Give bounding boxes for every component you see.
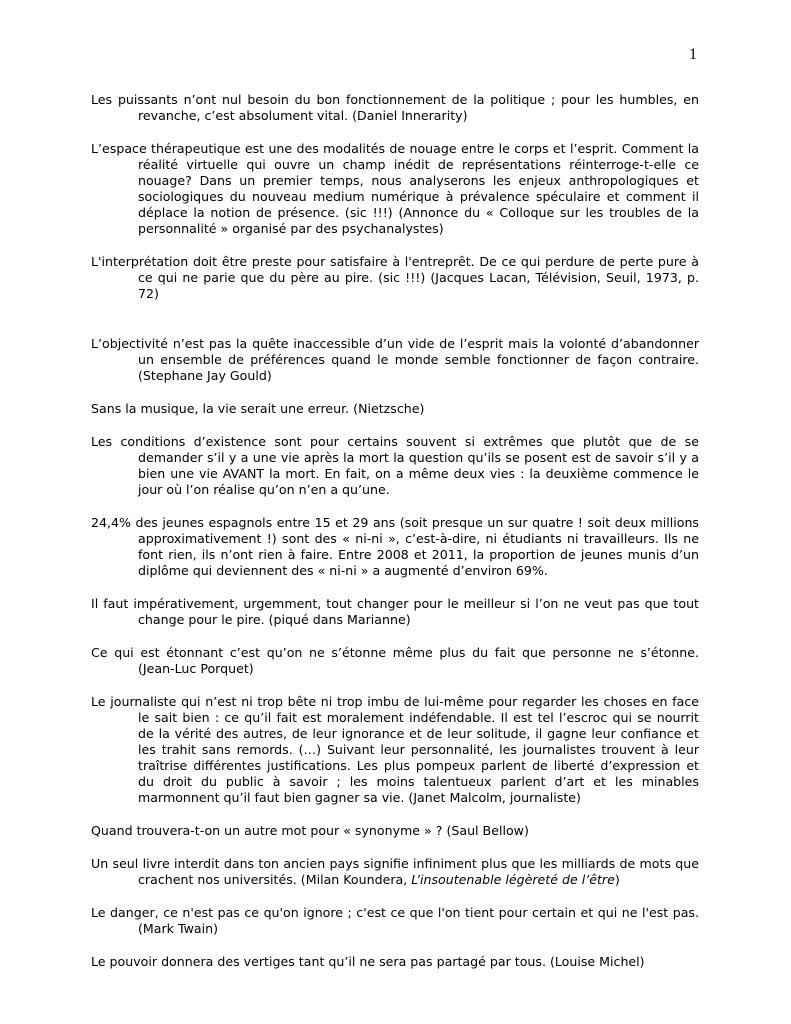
quote-gould: L’objectivité n’est pas la quête inaccessible d’un vide de l’esprit mais la volonté d’abandonner un ensemble de préférences quand le monde semble fonctionner de façon contraire. (Stephane Jay Gould) — [91, 336, 699, 383]
book-title: L’insoutenable légèreté de l’être — [411, 872, 615, 887]
quote-koundera — [91, 856, 699, 888]
quote-malcolm: Le journaliste qui n’est ni trop bête ni trop imbu de lui-même pour regarder les choses en face le sait bien : ce qu’il fait est moralement indéfendable. Il est tel l’escroc qui se nourrit de la vérité des autres, de leur ignorance et de leur solitude, il gagne leur confiance et les trahit sans remords. (…) Suivant leur personnalité, les journalistes trouvent à leur traîtrise différentes justifications. Les plus pompeux parlent de liberté d’expression et du droit du public à savoir ; les moins talentueux parlent d’art et les minables marmonnent qu’il faut bien gagner sa vie. (Janet Malcolm, journaliste) — [91, 694, 699, 805]
quote-michel: Le pouvoir donnera des vertiges tant qu’il ne sera pas partagé par tous. (Louise Michel) — [91, 954, 645, 969]
quote-lacan: L'interprétation doit être preste pour satisfaire à l'entreprêt. De ce qui perdure de perte pure à ce qui ne parie que du père au pire. (sic !!!) (Jacques Lacan, Télévision, Seuil, 1973, p. 72) — [91, 254, 699, 301]
quote-porquet: Ce qui est étonnant c’est qu’on ne s’étonne même plus du fait que personne ne s’étonne. (Jean-Luc Porquet) — [91, 645, 699, 676]
quote-twain: Le danger, ce n'est pas ce qu'on ignore ; c'est ce que l'on tient pour certain et qui ne l'est pas. (Mark Twain) — [91, 905, 699, 936]
quote-conditions-existence: Les conditions d’existence sont pour certains souvent si extrêmes que plutôt que de se demander s’il y a une vie après la mort la question qu’ils se posent est de savoir s’il y a bien une vie AVANT la mort. En fait, on a même deux vies : la deuxième commence le jour où l’on réalise qu’on n’en a qu’une. — [91, 434, 699, 497]
quote-bellow: Quand trouvera-t-on un autre mot pour « synonyme » ? (Saul Bellow) — [91, 823, 529, 838]
quote-koundera-text: Un seul livre interdit dans ton ancien pays signifie infiniment plus que les milliards de mots que crachent nos universités. (Milan Koundera, — [91, 856, 699, 887]
quote-marianne: Il faut impérativement, urgemment, tout changer pour le meilleur si l’on ne veut pas que tout change pour le pire. (piqué dans Marianne) — [91, 596, 699, 627]
quote-nietzsche: Sans la musique, la vie serait une erreur. (Nietzsche) — [91, 401, 425, 416]
quote-koundera-closing: ) — [614, 872, 620, 887]
quotes-list — [91, 92, 699, 987]
quote-innerarity: Les puissants n’ont nul besoin du bon fonctionnement de la politique ; pour les humbles, en revanche, c’est absolument vital. (Daniel Innerarity) — [91, 92, 699, 123]
page-number: 1 — [689, 46, 697, 63]
quote-ni-ni: 24,4% des jeunes espagnols entre 15 et 29 ans (soit presque un sur quatre ! soit deux millions approximativement !) sont des « ni-ni », c’est-à-dire, ni étudiants ni travailleurs. Ils ne font rien, ils n’ont rien à faire. Entre 2008 et 2011, la proportion de jeunes munis d’un diplôme qui deviennent des « ni-ni » a augmenté d’environ 69%. — [91, 515, 699, 578]
quote-colloque: L’espace thérapeutique est une des modalités de nouage entre le corps et l’esprit. Comment la réalité virtuelle qui ouvre un champ inédit de représentations réinterroge-t-elle ce nouage? Dans un premier temps, nous analyserons les enjeux anthropologiques et sociologiques du nouveau medium numérique à prévalence spéculaire et comment il déplace la notion de présence. (sic !!!) (Annonce du « Colloque sur les troubles de la personnalité » organisé par des psychanalystes) — [91, 141, 699, 236]
